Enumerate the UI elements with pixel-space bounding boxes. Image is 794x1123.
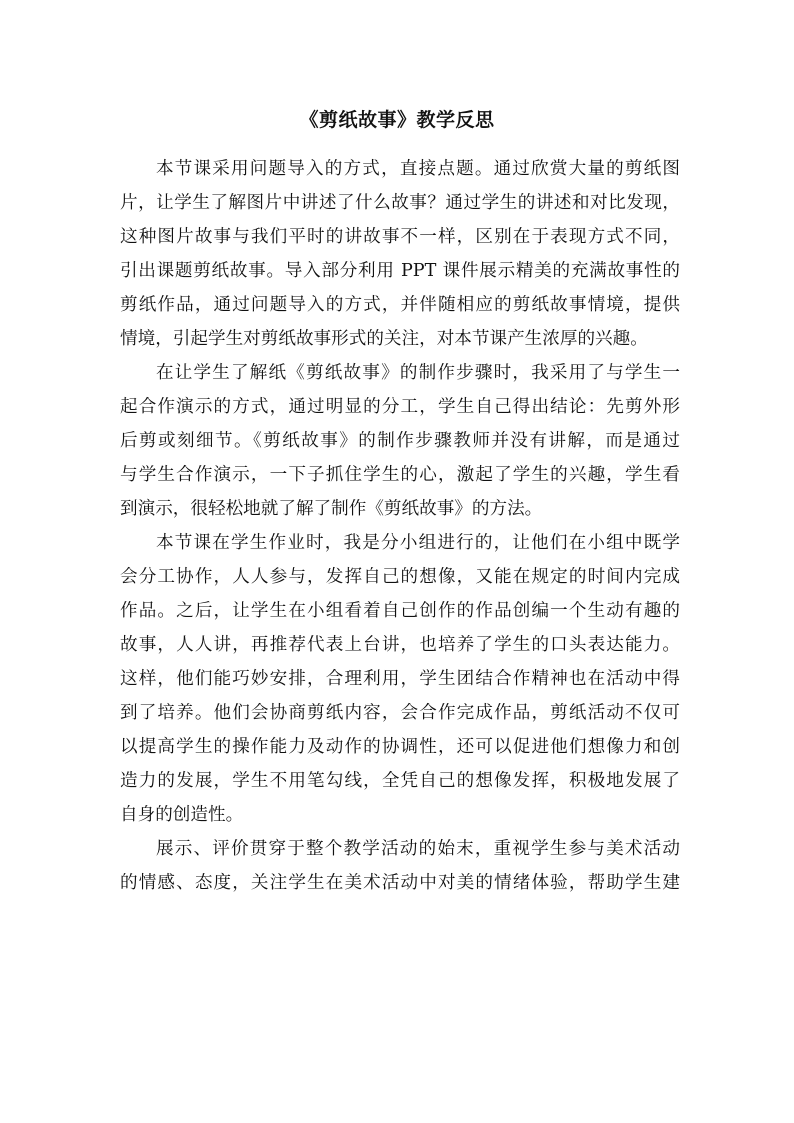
paragraph bbox=[120, 356, 680, 526]
paragraph-line: 起合作演示的方式，通过明显的分工，学生自己得出结论：先剪外形 bbox=[120, 397, 680, 417]
paragraph-line: 片，让学生了解图片中讲述了什么故事？通过学生的讲述和对比发现， bbox=[120, 193, 680, 213]
paragraph-line: 这种图片故事与我们平时的讲故事不一样，区别在于表现方式不同， bbox=[120, 227, 680, 247]
paragraph-line: 本节课在学生作业时，我是分小组进行的，让他们在小组中既学 bbox=[156, 533, 680, 553]
paragraph-line: 本节课采用问题导入的方式，直接点题。通过欣赏大量的剪纸图 bbox=[156, 159, 680, 179]
paragraph-line: 剪纸作品，通过问题导入的方式，并伴随相应的剪纸故事情境，提供 bbox=[120, 295, 680, 315]
paragraph-line: 在让学生了解纸《剪纸故事》的制作步骤时，我采用了与学生一 bbox=[156, 363, 680, 383]
paragraph-line: 到演示，很轻松地就了解了制作《剪纸故事》的方法。 bbox=[120, 499, 543, 519]
paragraph bbox=[120, 832, 680, 900]
paragraph-line: 与学生合作演示，一下子抓住学生的心，激起了学生的兴趣，学生看 bbox=[120, 465, 680, 485]
paragraph-line: 造力的发展，学生不用笔勾线，全凭自己的想像发挥，积极地发展了 bbox=[120, 771, 680, 791]
paragraph-line: 故事，人人讲，再推荐代表上台讲，也培养了学生的口头表达能力。 bbox=[120, 635, 680, 655]
paragraph-line: 后剪或刻细节。《剪纸故事》的制作步骤教师并没有讲解，而是通过 bbox=[120, 431, 680, 451]
paragraph-line: 这样，他们能巧妙安排，合理利用，学生团结合作精神也在活动中得 bbox=[120, 669, 680, 689]
document-title: 《剪纸故事》教学反思 bbox=[299, 109, 495, 131]
paragraph-line: 自身的创造性。 bbox=[120, 805, 244, 825]
document-body bbox=[120, 152, 680, 900]
paragraph-line: 引出课题剪纸故事。导入部分利用 PPT 课件展示精美的充满故事性的 bbox=[120, 261, 680, 281]
paragraph-line: 的情感、态度，关注学生在美术活动中对美的情绪体验，帮助学生建 bbox=[120, 873, 680, 893]
paragraph bbox=[120, 152, 680, 356]
paragraph-line: 情境，引起学生对剪纸故事形式的关注，对本节课产生浓厚的兴趣。 bbox=[120, 329, 648, 349]
paragraph-line: 作品。之后，让学生在小组看着自己创作的作品创编一个生动有趣的 bbox=[120, 601, 680, 621]
paragraph bbox=[120, 526, 680, 832]
paragraph-line: 以提高学生的操作能力及动作的协调性，还可以促进他们想像力和创 bbox=[120, 737, 680, 757]
paragraph-line: 会分工协作，人人参与，发挥自己的想像，又能在规定的时间内完成 bbox=[120, 567, 680, 587]
paragraph-line: 展示、评价贯穿于整个教学活动的始末，重视学生参与美术活动 bbox=[156, 839, 680, 859]
paragraph-line: 到了培养。他们会协商剪纸内容，会合作完成作品，剪纸活动不仅可 bbox=[120, 703, 680, 723]
